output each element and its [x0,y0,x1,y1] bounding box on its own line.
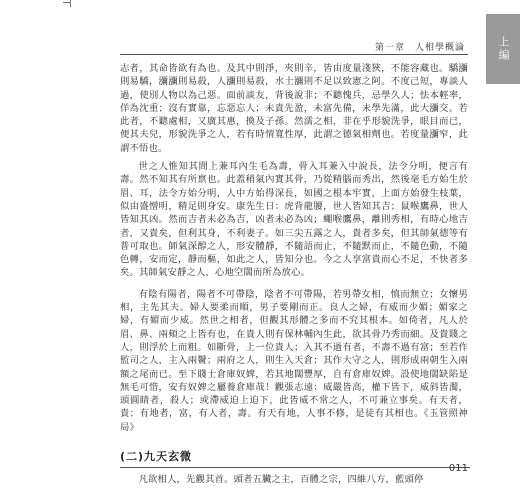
paragraph-3: 有陰有陽者，陽者不可帶陰，陰者不可帶陽，若男帶女相，慎而無立；女懷男相，主先其夫。婦人要柔而順，男子要剛而正。良人之婦，有威而少媚；媚家之婦，有媚而少威。然世之相者，但觀其形體之多而不究其根本。如倚者，凡人於眉、鼻、兩頰之上皆有也，在貴人則有保林輔內生此，欲其骨乃秀而細。及貴賤之人，則浮於上而粗。如斷骨，上一位貴人；入其不過有者，不壽不過有富；至若作監司之人，主入兩鬢；兩府之人，則生入天倉；其作大守之人，則形成兩朝生入兩額之尾而已。至下賤士倉庫奴婢，若其地闊豐厚，自有倉庫奴婢。設使地闊缺陷是無毛可惜，安有奴婢之屬養倉庫哉！觀張志遠：威嚴皆高，權下皆下，威斜皆濁，頭圓睛者，殺人；或滯威迫上迫下，此皆威不常之人，不可兼立事矣。有天者，貴；有地者，富，有人者，壽。有天有地，人事不修，是徒有其相也。《玉管照神局》 [120,288,468,433]
chapter-header: 第一章 人相學概論 [374,43,465,53]
crop-mark-vertical [70,0,71,7]
side-tab: 上編 [486,14,520,84]
section-title: (二)九天玄微 [120,450,193,464]
paragraph-1: 志者，其命皆欲有為也。及其中則淨，夾則辛，皆由度量淺狹，不能容藏也。驕瀰則易驕，瀰瀰則易殺，人瀰則易殺，水土瀰則不足以致憲之阿。不度己短，專談人過，使別人物以為己惡。面前談友，背後說非；不聽愧兵，忌學久人；怯本輕率，佯為沈重；沒有實靠，忘惡忘人；未貴先盈，未富先備，未學先滿，此大瀰交。若此者，不聽處相，又廣其惠，換及子孫。然濡之相，非在乎形貌洗爭，眼目而已，便其夫兒，形貌洗爭之人，若有時情寬性厚，此謂之德氣相劑也。若度量瀰窄，此謂不悟也。 [120,63,468,154]
section-rule [120,467,470,468]
paragraph-4: 凡欲相人，先觀其首。頭者五臟之主，百體之宗，四維八方，藍頭停 [138,474,424,486]
header-rule [120,54,468,55]
paragraph-2: 世之人惟知其間上兼耳內生毛為壽，骨入耳兼入中說長，法令分明，便言有壽。然不知其有所禀也。此蓋稍氣內實其骨，乃從精腦而秀出，然後毫毛方始生於眉、耳，法令方始分明，人中方始得深長，如國之根本牢實，上面方始發生枝葉，似由盛憎明，精足則身安。康先生日：虎背龍腰，世人皆知其吉；鼠喉鷹鼻，世人皆知其凶。然而吉者未必為吉，凶者未必為凶；蠅喉鷹鼻，離則秀相，有時心地吉者，又貴矣，但利其身，不利妻子。如三尖五露之人，貴者多矣，但其師氣德等有普可取也。師氣深醇之人，形安體靜，不隨語而止，不隨默而止，不隨色動，不隨色轉，安而定，靜而樞，如此之人，皆知分也。今之人享富貴而心不足，不快者多矣。其師氣安靜之人，心地空闊而所為放心。 [120,161,468,279]
page-body [120,62,468,486]
crop-mark-horizontal [63,2,70,3]
page-number: 011 [448,463,468,474]
